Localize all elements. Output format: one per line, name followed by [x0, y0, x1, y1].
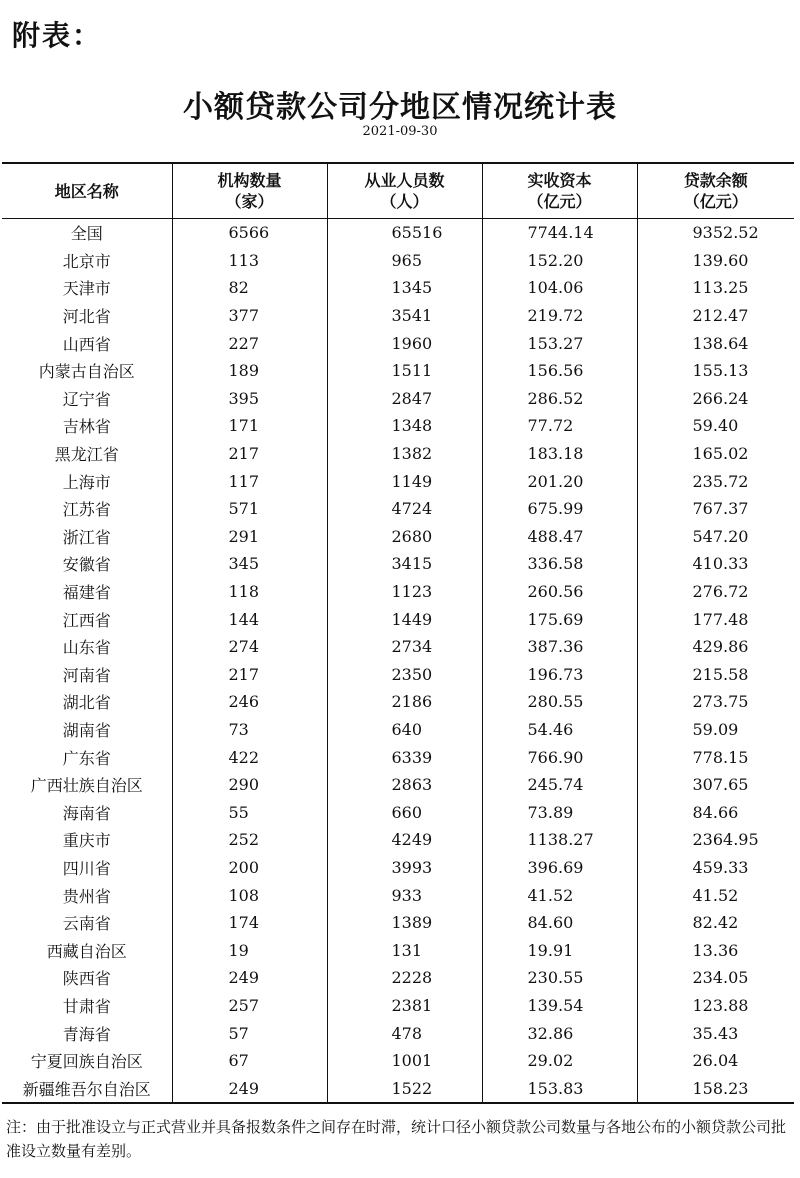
cell-region: 湖南省: [62, 720, 111, 740]
table-row: [2, 798, 794, 826]
cell-loans: 215.58: [637, 661, 794, 689]
page-heading: 附表：: [12, 19, 103, 52]
table-row: [2, 826, 794, 854]
cell-loans: 410.33: [637, 550, 794, 578]
cell-capital: 201.20: [482, 467, 637, 495]
cell-region: 江苏省: [62, 500, 111, 520]
cell-capital: 41.52: [482, 881, 637, 909]
header-employees: 从业人员数 （人）: [327, 163, 482, 219]
cell-capital: 396.69: [482, 854, 637, 882]
cell-institutions: 345: [172, 550, 327, 578]
cell-capital: 286.52: [482, 385, 637, 413]
cell-loans: 2364.95: [637, 826, 794, 854]
cell-institutions: 257: [172, 992, 327, 1020]
cell-employees: 1522: [327, 1074, 482, 1103]
cell-region: 吉林省: [62, 417, 111, 437]
cell-employees: 4724: [327, 495, 482, 523]
table-row: [2, 357, 794, 385]
table-row: [2, 247, 794, 275]
cell-employees: 660: [327, 798, 482, 826]
cell-institutions: 227: [172, 329, 327, 357]
table-row: [2, 633, 794, 661]
cell-loans: 234.05: [637, 964, 794, 992]
cell-loans: 41.52: [637, 881, 794, 909]
cell-region: 西藏自治区: [46, 941, 127, 961]
cell-capital: 104.06: [482, 274, 637, 302]
report-date: 2021-09-30: [362, 124, 438, 139]
table-title: 小额贷款公司分地区情况统计表: [183, 90, 617, 125]
cell-loans: 82.42: [637, 909, 794, 937]
cell-loans: 547.20: [637, 523, 794, 551]
cell-capital: 280.55: [482, 688, 637, 716]
table-row: [2, 440, 794, 468]
cell-employees: 1123: [327, 578, 482, 606]
cell-institutions: 217: [172, 661, 327, 689]
table-row: [2, 936, 794, 964]
cell-capital: 32.86: [482, 1019, 637, 1047]
header-region: 地区名称: [2, 163, 172, 219]
cell-employees: 2863: [327, 771, 482, 799]
cell-employees: 1449: [327, 605, 482, 633]
cell-employees: 2734: [327, 633, 482, 661]
cell-institutions: 290: [172, 771, 327, 799]
cell-capital: 73.89: [482, 798, 637, 826]
cell-employees: 6339: [327, 743, 482, 771]
cell-capital: 196.73: [482, 661, 637, 689]
table-row: [2, 688, 794, 716]
table-row: [2, 661, 794, 689]
header-institutions: 机构数量 （家）: [172, 163, 327, 219]
cell-region: 内蒙古自治区: [38, 362, 135, 382]
cell-employees: 3415: [327, 550, 482, 578]
cell-institutions: 6566: [172, 219, 327, 247]
cell-employees: 65516: [327, 219, 482, 247]
cell-employees: 2847: [327, 385, 482, 413]
cell-loans: 59.40: [637, 412, 794, 440]
table-row: [2, 881, 794, 909]
cell-region: 新疆维吾尔自治区: [22, 1079, 151, 1099]
table-row: [2, 274, 794, 302]
cell-institutions: 82: [172, 274, 327, 302]
cell-capital: 183.18: [482, 440, 637, 468]
table-row: [2, 992, 794, 1020]
table-row: [2, 523, 794, 551]
cell-region: 广西壮族自治区: [30, 776, 143, 796]
cell-loans: 273.75: [637, 688, 794, 716]
cell-capital: 139.54: [482, 992, 637, 1020]
cell-employees: 2381: [327, 992, 482, 1020]
cell-loans: 35.43: [637, 1019, 794, 1047]
table-row: [2, 605, 794, 633]
cell-institutions: 19: [172, 936, 327, 964]
cell-capital: 336.58: [482, 550, 637, 578]
cell-loans: 266.24: [637, 385, 794, 413]
cell-employees: 1511: [327, 357, 482, 385]
cell-capital: 153.83: [482, 1074, 637, 1103]
cell-employees: 2350: [327, 661, 482, 689]
table-row: [2, 385, 794, 413]
cell-region: 河南省: [62, 665, 111, 685]
cell-region: 江西省: [62, 610, 111, 630]
cell-institutions: 246: [172, 688, 327, 716]
statistics-table: [2, 162, 794, 1104]
cell-capital: 29.02: [482, 1047, 637, 1075]
cell-loans: 13.36: [637, 936, 794, 964]
cell-region: 陕西省: [62, 969, 111, 989]
cell-loans: 276.72: [637, 578, 794, 606]
cell-institutions: 57: [172, 1019, 327, 1047]
table-row: [2, 219, 794, 247]
cell-employees: 1348: [327, 412, 482, 440]
cell-region: 广东省: [62, 748, 111, 768]
table-row: [2, 1019, 794, 1047]
cell-institutions: 117: [172, 467, 327, 495]
cell-region: 辽宁省: [62, 389, 111, 409]
cell-capital: 387.36: [482, 633, 637, 661]
cell-loans: 307.65: [637, 771, 794, 799]
cell-institutions: 395: [172, 385, 327, 413]
cell-employees: 131: [327, 936, 482, 964]
cell-institutions: 571: [172, 495, 327, 523]
cell-capital: 488.47: [482, 523, 637, 551]
cell-capital: 766.90: [482, 743, 637, 771]
table-row: [2, 412, 794, 440]
table-row: [2, 771, 794, 799]
cell-region: 重庆市: [62, 831, 111, 851]
cell-capital: 219.72: [482, 302, 637, 330]
cell-institutions: 144: [172, 605, 327, 633]
cell-institutions: 67: [172, 1047, 327, 1075]
cell-region: 黑龙江省: [54, 445, 119, 465]
table-row: [2, 495, 794, 523]
cell-capital: 153.27: [482, 329, 637, 357]
cell-region: 青海省: [62, 1024, 111, 1044]
cell-capital: 77.72: [482, 412, 637, 440]
cell-region: 福建省: [62, 583, 111, 603]
cell-loans: 26.04: [637, 1047, 794, 1075]
cell-region: 四川省: [62, 858, 111, 878]
cell-employees: 965: [327, 247, 482, 275]
cell-employees: 2680: [327, 523, 482, 551]
cell-loans: 235.72: [637, 467, 794, 495]
cell-region: 天津市: [62, 279, 111, 299]
cell-region: 宁夏回族自治区: [30, 1052, 143, 1072]
cell-loans: 155.13: [637, 357, 794, 385]
cell-institutions: 55: [172, 798, 327, 826]
cell-loans: 165.02: [637, 440, 794, 468]
cell-capital: 260.56: [482, 578, 637, 606]
table-row: [2, 964, 794, 992]
cell-region: 山东省: [62, 638, 111, 658]
cell-region: 山西省: [62, 334, 111, 354]
cell-capital: 175.69: [482, 605, 637, 633]
cell-region: 安徽省: [62, 555, 111, 575]
cell-region: 浙江省: [62, 527, 111, 547]
table-row: [2, 329, 794, 357]
cell-region: 甘肃省: [62, 996, 111, 1016]
cell-institutions: 217: [172, 440, 327, 468]
cell-employees: 1345: [327, 274, 482, 302]
cell-institutions: 73: [172, 716, 327, 744]
cell-employees: 1389: [327, 909, 482, 937]
cell-loans: 767.37: [637, 495, 794, 523]
table-row: [2, 302, 794, 330]
table-row: [2, 1047, 794, 1075]
cell-institutions: 249: [172, 1074, 327, 1103]
cell-region: 全国: [70, 224, 103, 244]
cell-institutions: 174: [172, 909, 327, 937]
cell-employees: 640: [327, 716, 482, 744]
cell-institutions: 200: [172, 854, 327, 882]
cell-capital: 84.60: [482, 909, 637, 937]
cell-region: 上海市: [62, 472, 111, 492]
cell-loans: 429.86: [637, 633, 794, 661]
header-capital: 实收资本 （亿元）: [482, 163, 637, 219]
cell-institutions: 118: [172, 578, 327, 606]
cell-capital: 7744.14: [482, 219, 637, 247]
cell-capital: 19.91: [482, 936, 637, 964]
cell-employees: 1149: [327, 467, 482, 495]
cell-region: 贵州省: [62, 886, 111, 906]
cell-institutions: 274: [172, 633, 327, 661]
cell-capital: 675.99: [482, 495, 637, 523]
table-row: [2, 854, 794, 882]
cell-employees: 1960: [327, 329, 482, 357]
cell-employees: 1001: [327, 1047, 482, 1075]
cell-employees: 3993: [327, 854, 482, 882]
cell-institutions: 189: [172, 357, 327, 385]
table-row: [2, 550, 794, 578]
table-row: [2, 716, 794, 744]
table-body: [2, 219, 794, 1104]
cell-loans: 459.33: [637, 854, 794, 882]
cell-institutions: 252: [172, 826, 327, 854]
cell-capital: 230.55: [482, 964, 637, 992]
cell-capital: 54.46: [482, 716, 637, 744]
cell-employees: 3541: [327, 302, 482, 330]
table-row: [2, 743, 794, 771]
cell-capital: 245.74: [482, 771, 637, 799]
cell-region: 河北省: [62, 307, 111, 327]
cell-institutions: 171: [172, 412, 327, 440]
table-row: [2, 467, 794, 495]
header-loans: 贷款余额 （亿元）: [637, 163, 794, 219]
cell-employees: 4249: [327, 826, 482, 854]
cell-institutions: 291: [172, 523, 327, 551]
cell-capital: 152.20: [482, 247, 637, 275]
cell-region: 云南省: [62, 914, 111, 934]
cell-loans: 778.15: [637, 743, 794, 771]
cell-institutions: 113: [172, 247, 327, 275]
cell-loans: 139.60: [637, 247, 794, 275]
cell-employees: 2186: [327, 688, 482, 716]
cell-employees: 2228: [327, 964, 482, 992]
cell-loans: 84.66: [637, 798, 794, 826]
cell-employees: 478: [327, 1019, 482, 1047]
cell-loans: 138.64: [637, 329, 794, 357]
cell-institutions: 422: [172, 743, 327, 771]
cell-institutions: 108: [172, 881, 327, 909]
table-row: [2, 578, 794, 606]
cell-capital: 1138.27: [482, 826, 637, 854]
table-row: [2, 1074, 794, 1103]
cell-region: 湖北省: [62, 693, 111, 713]
cell-employees: 1382: [327, 440, 482, 468]
cell-loans: 212.47: [637, 302, 794, 330]
cell-institutions: 377: [172, 302, 327, 330]
cell-loans: 113.25: [637, 274, 794, 302]
cell-region: 海南省: [62, 803, 111, 823]
cell-loans: 9352.52: [637, 219, 794, 247]
cell-loans: 158.23: [637, 1074, 794, 1103]
cell-loans: 177.48: [637, 605, 794, 633]
cell-capital: 156.56: [482, 357, 637, 385]
cell-institutions: 249: [172, 964, 327, 992]
table-header-row: [2, 163, 794, 219]
table-row: [2, 909, 794, 937]
footnote: 注：由于批准设立与正式营业并具备报数条件之间存在时滞，统计口径小额贷款公司数量与各地公布的小额贷款公司批准设立数量有差别。: [6, 1118, 787, 1160]
cell-loans: 123.88: [637, 992, 794, 1020]
cell-region: 北京市: [62, 251, 111, 271]
cell-employees: 933: [327, 881, 482, 909]
cell-loans: 59.09: [637, 716, 794, 744]
